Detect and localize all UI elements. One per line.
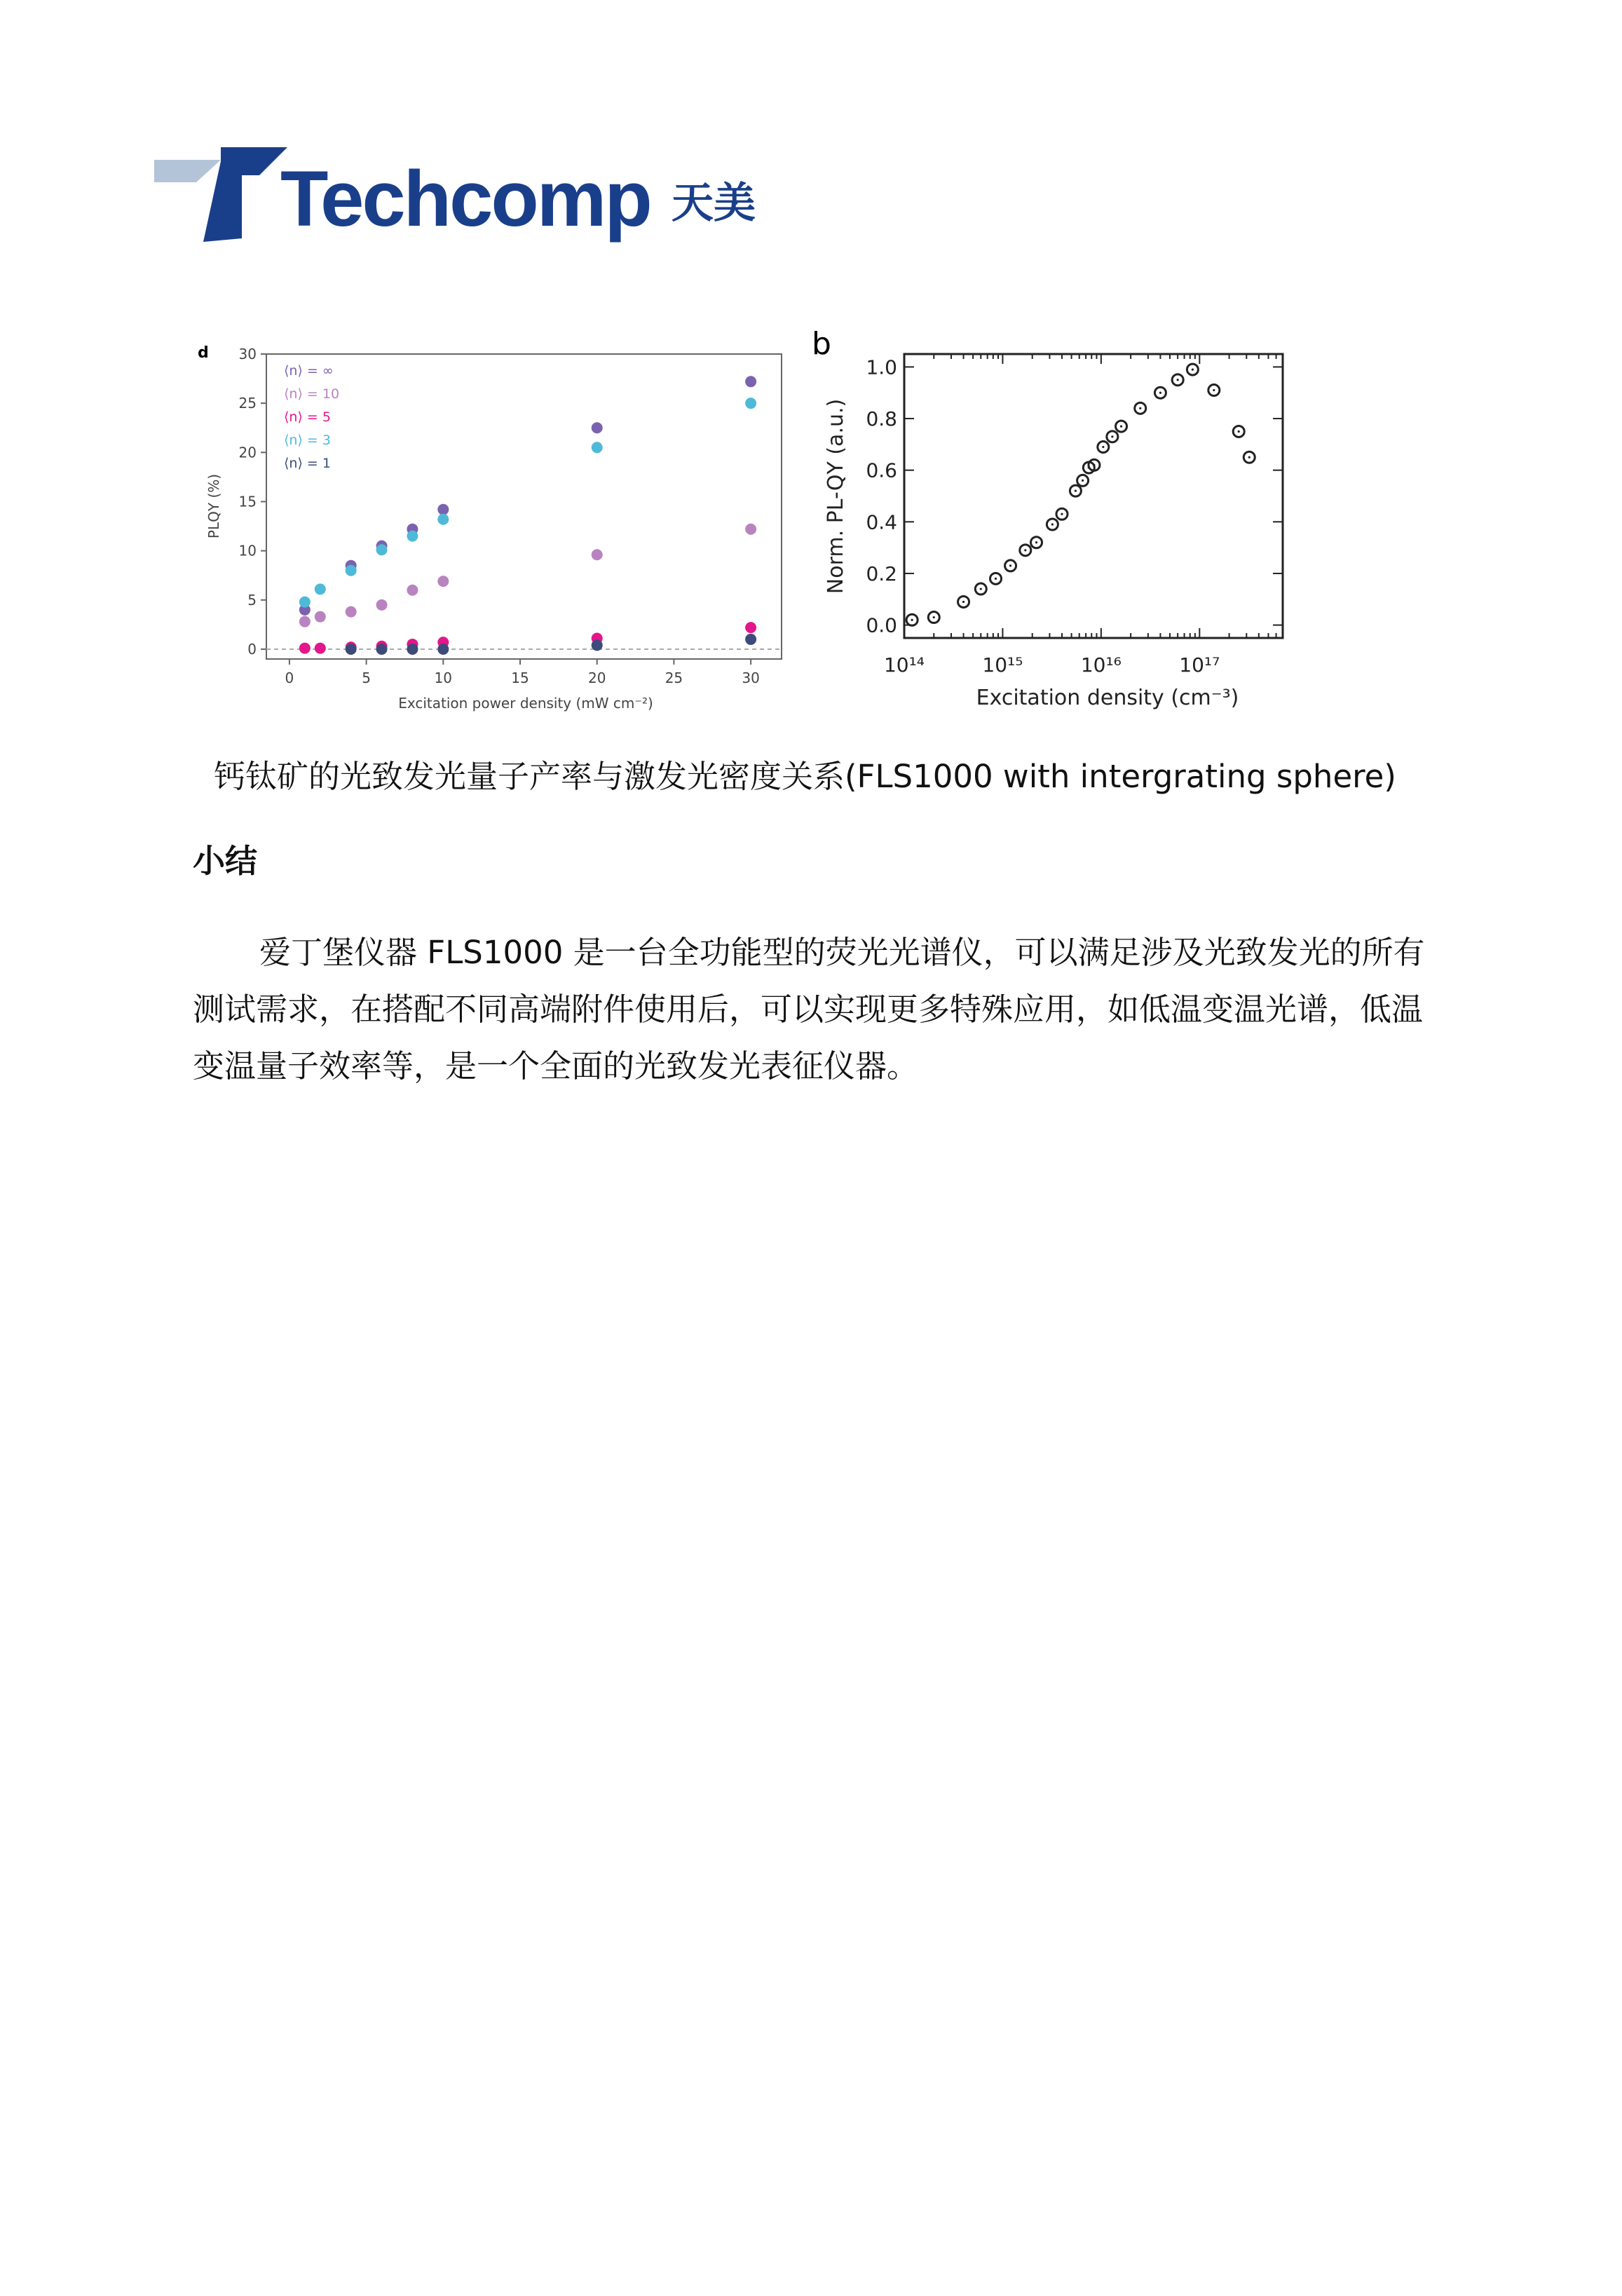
- data-point: [346, 606, 357, 618]
- y-tick-label: 0.8: [866, 407, 897, 431]
- data-point-center: [1177, 379, 1179, 381]
- data-point: [745, 524, 756, 535]
- y-axis-ticks: [239, 346, 266, 658]
- x-tick-label: 0: [285, 670, 294, 686]
- figure-plqy-power: [189, 330, 799, 722]
- x-tick-label: 10¹⁷: [1179, 653, 1220, 677]
- data-point-center: [1159, 392, 1161, 394]
- data-point: [437, 504, 449, 515]
- data-point: [346, 644, 357, 655]
- data-point-center: [1248, 456, 1250, 458]
- data-point-center: [995, 578, 997, 580]
- x-axis-label: Excitation density (cm⁻³): [976, 686, 1239, 710]
- data-point: [376, 644, 388, 655]
- data-point: [376, 599, 388, 611]
- legend-entry: ⟨n⟩ = 1: [284, 456, 331, 471]
- chart-plqy-density: [806, 322, 1297, 722]
- plot-frame: [266, 354, 782, 659]
- data-point-center: [1213, 389, 1215, 391]
- x-axis-ticks: [285, 659, 760, 686]
- y-axis-label: PLQY (%): [205, 473, 222, 539]
- data-point-center: [933, 616, 935, 618]
- data-point: [315, 583, 326, 595]
- panel-label-d: d: [198, 344, 209, 362]
- logo-t-stem: [203, 161, 242, 242]
- data-point: [299, 616, 311, 627]
- y-tick-label: 10: [238, 542, 257, 559]
- data-point-center: [1061, 513, 1063, 515]
- y-tick-label: 25: [238, 395, 257, 412]
- data-point: [299, 597, 311, 608]
- data-point: [437, 576, 449, 587]
- y-axis-label: Norm. PL-QY (a.u.): [824, 398, 848, 595]
- logo-brand-text: Techcomp: [280, 155, 650, 243]
- data-point: [437, 644, 449, 655]
- data-point-center: [980, 587, 982, 590]
- x-tick-label: 30: [742, 670, 760, 686]
- data-point: [592, 639, 603, 651]
- y-tick-label: 0: [247, 640, 257, 658]
- chart-plqy-power: [189, 330, 799, 722]
- data-point: [315, 611, 326, 623]
- y-tick-label: 1.0: [866, 355, 897, 379]
- data-point: [346, 565, 357, 576]
- y-tick-label: 30: [238, 346, 257, 362]
- data-point-center: [1024, 549, 1026, 551]
- legend-entry: ⟨n⟩ = ∞: [284, 363, 334, 379]
- figure-plqy-density: [806, 322, 1297, 722]
- data-point: [315, 643, 326, 654]
- data-point: [745, 376, 756, 387]
- data-point-center: [1120, 425, 1122, 427]
- data-points: [299, 376, 756, 655]
- y-tick-label: 0.0: [866, 613, 897, 637]
- section-title: 小结: [193, 842, 257, 880]
- data-point: [592, 549, 603, 560]
- data-point-center: [1102, 446, 1104, 448]
- data-point: [745, 398, 756, 409]
- x-tick-label: 25: [665, 670, 683, 686]
- y-tick-label: 20: [238, 444, 257, 461]
- x-tick-label: 10¹⁵: [982, 653, 1023, 677]
- figure-caption: 钙钛矿的光致发光量子产率与激发光密度关系(FLS1000 with intergrating sphere): [214, 758, 1396, 795]
- data-point-center: [1139, 407, 1141, 409]
- data-point-center: [1075, 490, 1077, 492]
- x-tick-label: 10¹⁶: [1080, 653, 1122, 677]
- data-point: [592, 442, 603, 453]
- data-point: [299, 643, 311, 654]
- data-point-center: [1009, 564, 1011, 566]
- data-point: [407, 585, 418, 596]
- data-point: [592, 422, 603, 433]
- summary-paragraph: 爱丁堡仪器 FLS1000 是一台全功能型的荧光光谱仪，可以满足涉及光致发光的所有测试需求，在搭配不同高端附件使用后，可以实现更多特殊应用，如低温变温光谱，低温变温量子效率等，是一个全面的光致发光表征仪器。: [193, 934, 1425, 1085]
- x-tick-label: 10¹⁴: [883, 653, 925, 677]
- x-axis-ticks: [884, 354, 1283, 677]
- logo-graphic: [154, 147, 785, 245]
- x-tick-label: 5: [362, 670, 371, 686]
- legend-entry: ⟨n⟩ = 3: [284, 433, 331, 448]
- plot-frame: [904, 354, 1283, 638]
- data-point: [376, 544, 388, 555]
- data-points: [906, 364, 1255, 625]
- data-point: [407, 644, 418, 655]
- x-tick-label: 15: [511, 670, 529, 686]
- panel-label-b: b: [812, 326, 831, 362]
- logo-brand-cn: 天美: [672, 179, 756, 228]
- data-point: [437, 514, 449, 525]
- logo-swoosh-light: [154, 160, 221, 182]
- data-point-center: [1051, 523, 1054, 525]
- y-tick-label: 0.6: [866, 458, 897, 482]
- data-point-center: [1192, 368, 1194, 370]
- y-tick-label: 0.4: [866, 510, 897, 534]
- data-point: [745, 634, 756, 645]
- data-point-center: [911, 619, 913, 621]
- data-point: [745, 622, 756, 633]
- x-tick-label: 20: [587, 670, 606, 686]
- data-point: [407, 531, 418, 542]
- y-tick-label: 5: [247, 591, 257, 609]
- legend-entry: ⟨n⟩ = 10: [284, 386, 340, 402]
- legend: [284, 363, 339, 471]
- y-tick-label: 15: [238, 493, 257, 510]
- data-point-center: [962, 601, 965, 603]
- data-point-center: [1093, 464, 1095, 466]
- data-point-center: [1035, 541, 1037, 543]
- data-point-center: [1111, 435, 1113, 437]
- x-axis-label: Excitation power density (mW cm⁻²): [398, 695, 653, 712]
- techcomp-logo: [154, 147, 785, 245]
- data-point-center: [1082, 480, 1084, 482]
- data-point-center: [1238, 430, 1240, 433]
- legend-entry: ⟨n⟩ = 5: [284, 409, 331, 425]
- x-tick-label: 10: [434, 670, 453, 686]
- y-tick-label: 0.2: [866, 562, 897, 585]
